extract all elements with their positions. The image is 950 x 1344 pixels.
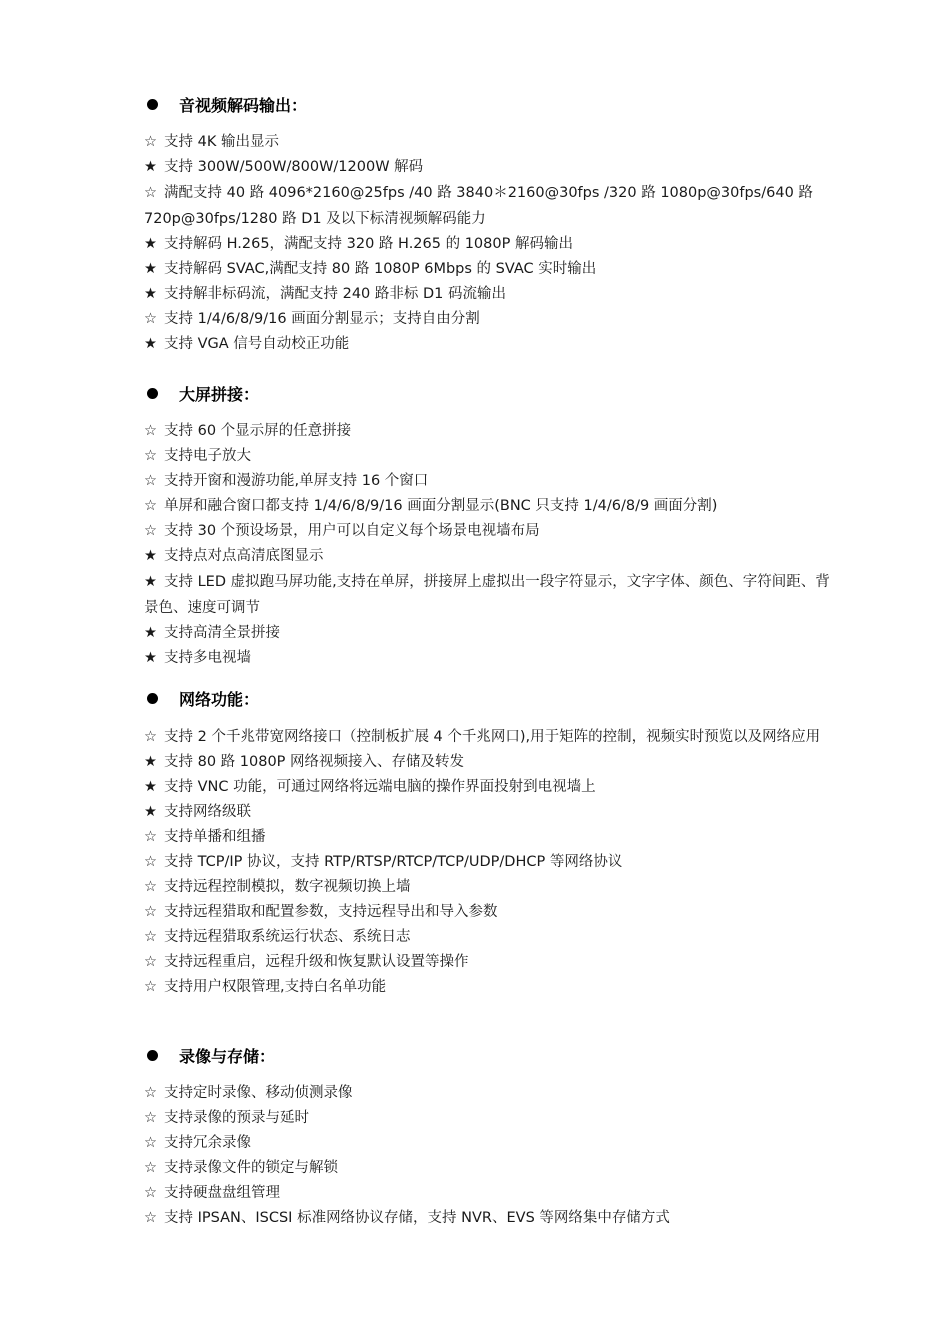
list-item-text: 满配支持 40 路 4096*2160@25fps /40 路 3840＊2160@30fps /320 路 1080p@30fps/640 路 720p@30fps/1280 路 D1 及以下标清视频解码能力 bbox=[144, 185, 813, 227]
list-item bbox=[144, 332, 834, 357]
list-item-text: 支持 VGA 信号自动校正功能 bbox=[164, 336, 350, 352]
star-filled-icon: ★ bbox=[144, 286, 157, 302]
list-item bbox=[144, 621, 834, 646]
list-item bbox=[144, 569, 834, 621]
list-item bbox=[144, 155, 834, 180]
list-item-text: 支持用户权限管理,支持白名单功能 bbox=[164, 979, 387, 995]
section-heading bbox=[144, 1043, 834, 1067]
list-item-text: 支持解码 SVAC,满配支持 80 路 1080P 6Mbps 的 SVAC 实时输出 bbox=[164, 261, 597, 277]
list-item-text: 支持冗余录像 bbox=[164, 1135, 251, 1151]
list-item bbox=[144, 1156, 834, 1181]
star-outline-icon: ☆ bbox=[144, 1135, 157, 1151]
list-item bbox=[144, 419, 834, 444]
list-item-text: 支持 LED 虚拟跑马屏功能,支持在单屏，拼接屏上虚拟出一段字符显示，文字字体、颜色、字符间距、背景色、速度可调节 bbox=[144, 574, 830, 616]
list-item-text: 单屏和融合窗口都支持 1/4/6/8/9/16 画面分割显示(BNC 只支持 1/4/6/8/9 画面分割) bbox=[164, 498, 718, 514]
list-item-text: 支持硬盘盘组管理 bbox=[164, 1185, 280, 1201]
list-item-text: 支持定时录像、移动侦测录像 bbox=[164, 1085, 353, 1101]
list-item bbox=[144, 825, 834, 850]
section-heading-text: 录像与存储： bbox=[179, 1046, 276, 1066]
bullet-dot-icon bbox=[147, 1050, 158, 1061]
list-item bbox=[144, 282, 834, 307]
star-outline-icon: ☆ bbox=[144, 448, 157, 464]
list-item-text: 支持解码 H.265，满配支持 320 路 H.265 的 1080P 解码输出 bbox=[164, 236, 573, 252]
star-filled-icon: ★ bbox=[144, 261, 157, 277]
bullet-dot-icon bbox=[147, 693, 158, 704]
list-item-text: 支持单播和组播 bbox=[164, 829, 266, 845]
list-item bbox=[144, 850, 834, 875]
list-item bbox=[144, 1206, 834, 1231]
list-item-text: 支持 VNC 功能，可通过网络将远端电脑的操作界面投射到电视墙上 bbox=[164, 779, 596, 795]
star-outline-icon: ☆ bbox=[144, 185, 157, 201]
section-heading-text: 音视频解码输出： bbox=[179, 95, 308, 115]
list-item-text: 支持 1/4/6/8/9/16 画面分割显示；支持自由分割 bbox=[164, 311, 480, 327]
list-item bbox=[144, 900, 834, 925]
list-item-text: 支持远程猎取和配置参数，支持远程导出和导入参数 bbox=[164, 904, 498, 920]
star-outline-icon: ☆ bbox=[144, 1085, 157, 1101]
section-large-screen-splicing bbox=[144, 381, 834, 671]
star-filled-icon: ★ bbox=[144, 754, 157, 770]
list-item-text: 支持 60 个显示屏的任意拼接 bbox=[164, 423, 352, 439]
list-item bbox=[144, 775, 834, 800]
list-item-text: 支持多电视墙 bbox=[164, 650, 251, 666]
list-item bbox=[144, 232, 834, 257]
list-item bbox=[144, 307, 834, 332]
list-item bbox=[144, 950, 834, 975]
star-outline-icon: ☆ bbox=[144, 311, 157, 327]
star-filled-icon: ★ bbox=[144, 650, 157, 666]
star-outline-icon: ☆ bbox=[144, 929, 157, 945]
bullet-dot-icon bbox=[147, 99, 158, 110]
list-item-text: 支持解非标码流，满配支持 240 路非标 D1 码流输出 bbox=[164, 286, 507, 302]
list-item-text: 支持开窗和漫游功能,单屏支持 16 个窗口 bbox=[164, 473, 429, 489]
section-network-functions bbox=[144, 686, 834, 1000]
list-item-text: 支持远程控制模拟，数字视频切换上墙 bbox=[164, 879, 411, 895]
star-outline-icon: ☆ bbox=[144, 879, 157, 895]
star-filled-icon: ★ bbox=[144, 548, 157, 564]
bullet-dot-icon bbox=[147, 388, 158, 399]
list-item bbox=[144, 750, 834, 775]
list-item bbox=[144, 925, 834, 950]
list-item bbox=[144, 257, 834, 282]
star-filled-icon: ★ bbox=[144, 236, 157, 252]
star-outline-icon: ☆ bbox=[144, 729, 157, 745]
list-item bbox=[144, 975, 834, 1000]
list-item bbox=[144, 875, 834, 900]
star-outline-icon: ☆ bbox=[144, 1160, 157, 1176]
list-item bbox=[144, 724, 834, 750]
star-filled-icon: ★ bbox=[144, 779, 157, 795]
star-outline-icon: ☆ bbox=[144, 1185, 157, 1201]
section-heading-text: 网络功能： bbox=[179, 689, 260, 709]
star-outline-icon: ☆ bbox=[144, 523, 157, 539]
section-recording-storage bbox=[144, 1043, 834, 1231]
list-item bbox=[144, 544, 834, 569]
list-item-text: 支持录像文件的锁定与解锁 bbox=[164, 1160, 338, 1176]
list-item-text: 支持高清全景拼接 bbox=[164, 625, 280, 641]
star-filled-icon: ★ bbox=[144, 804, 157, 820]
list-item bbox=[144, 494, 834, 519]
list-item-text: 支持点对点高清底图显示 bbox=[164, 548, 324, 564]
section-heading bbox=[144, 381, 834, 405]
list-item bbox=[144, 1131, 834, 1156]
star-outline-icon: ☆ bbox=[144, 1210, 157, 1226]
list-item bbox=[144, 180, 834, 232]
list-item bbox=[144, 1081, 834, 1106]
star-filled-icon: ★ bbox=[144, 574, 157, 590]
star-outline-icon: ☆ bbox=[144, 134, 157, 150]
star-outline-icon: ☆ bbox=[144, 473, 157, 489]
star-outline-icon: ☆ bbox=[144, 1110, 157, 1126]
star-outline-icon: ☆ bbox=[144, 854, 157, 870]
list-item-text: 支持 IPSAN、ISCSI 标准网络协议存储，支持 NVR、EVS 等网络集中存储方式 bbox=[164, 1210, 670, 1226]
section-video-decoding bbox=[144, 92, 834, 357]
star-outline-icon: ☆ bbox=[144, 904, 157, 920]
section-heading bbox=[144, 92, 834, 116]
star-outline-icon: ☆ bbox=[144, 979, 157, 995]
list-item bbox=[144, 130, 834, 155]
list-item-text: 支持 300W/500W/800W/1200W 解码 bbox=[164, 159, 424, 175]
list-item bbox=[144, 800, 834, 825]
list-item bbox=[144, 1106, 834, 1131]
list-item-text: 支持 4K 输出显示 bbox=[164, 134, 279, 150]
list-item-text: 支持 30 个预设场景，用户可以自定义每个场景电视墙布局 bbox=[164, 523, 540, 539]
list-item-text: 支持 2 个千兆带宽网络接口（控制板扩展 4 个千兆网口),用于矩阵的控制，视频实时预览以及网络应用 bbox=[164, 729, 821, 745]
list-item bbox=[144, 1181, 834, 1206]
star-outline-icon: ☆ bbox=[144, 423, 157, 439]
list-item-text: 支持 TCP/IP 协议，支持 RTP/RTSP/RTCP/TCP/UDP/DHCP 等网络协议 bbox=[164, 854, 623, 870]
section-heading bbox=[144, 686, 834, 710]
star-filled-icon: ★ bbox=[144, 625, 157, 641]
list-item bbox=[144, 444, 834, 469]
star-outline-icon: ☆ bbox=[144, 498, 157, 514]
list-item bbox=[144, 469, 834, 494]
list-item bbox=[144, 519, 834, 544]
list-item bbox=[144, 646, 834, 671]
list-item-text: 支持电子放大 bbox=[164, 448, 251, 464]
star-outline-icon: ☆ bbox=[144, 829, 157, 845]
list-item-text: 支持远程重启，远程升级和恢复默认设置等操作 bbox=[164, 954, 469, 970]
star-filled-icon: ★ bbox=[144, 159, 157, 175]
list-item-text: 支持网络级联 bbox=[164, 804, 251, 820]
list-item-text: 支持远程猎取系统运行状态、系统日志 bbox=[164, 929, 411, 945]
list-item-text: 支持录像的预录与延时 bbox=[164, 1110, 309, 1126]
star-outline-icon: ☆ bbox=[144, 954, 157, 970]
star-filled-icon: ★ bbox=[144, 336, 157, 352]
list-item-text: 支持 80 路 1080P 网络视频接入、存储及转发 bbox=[164, 754, 465, 770]
section-heading-text: 大屏拼接： bbox=[179, 384, 260, 404]
